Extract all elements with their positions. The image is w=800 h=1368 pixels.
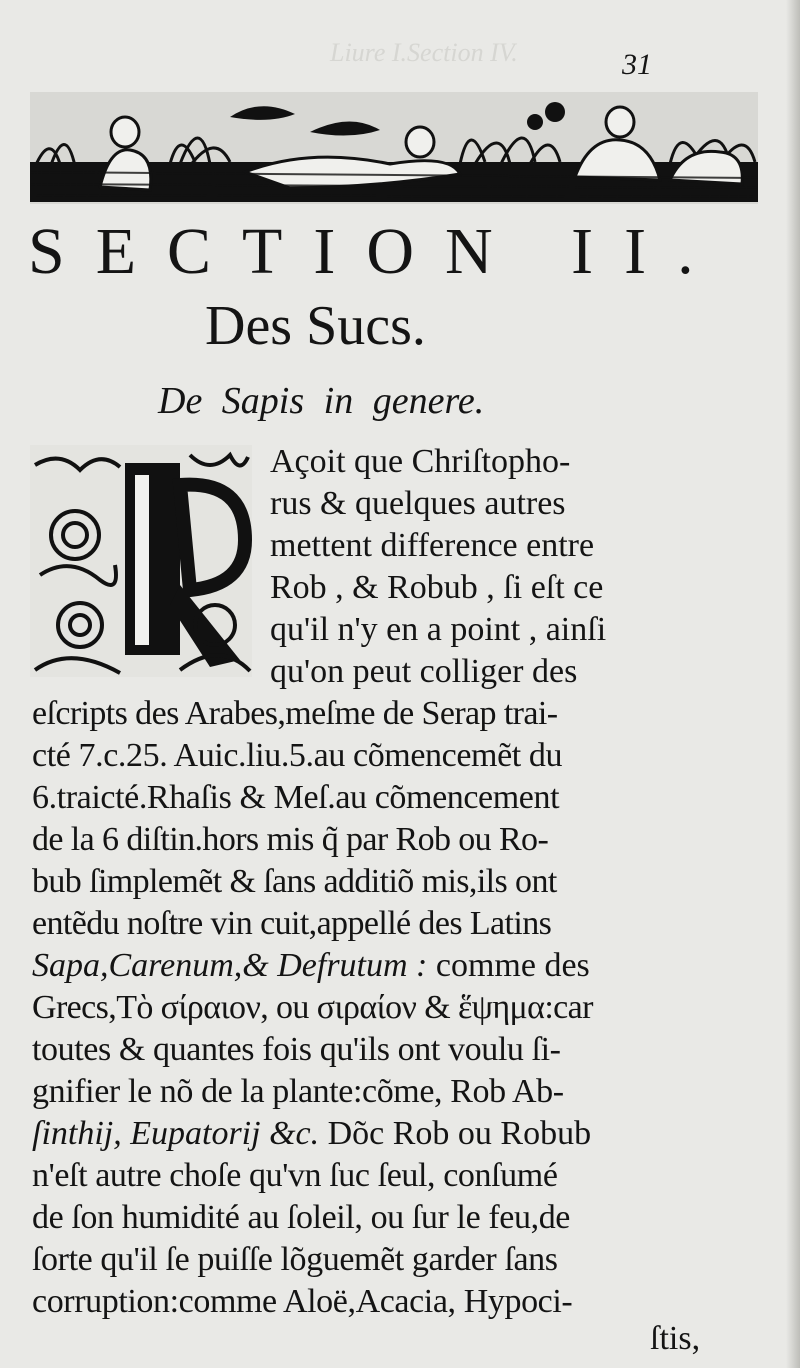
paragraph-line: qu'il n'y en a point , ainſi <box>270 611 607 648</box>
italic-phrase: Sapa,Carenum,& Defrutum : <box>32 947 428 984</box>
paragraph-line: qu'on peut colliger des <box>270 653 578 690</box>
paragraph-line: Açoit que Chriſtopho- <box>270 443 571 480</box>
decorative-dropcap-R-icon <box>30 445 252 677</box>
paragraph-line: bub ſimplemẽt & ſans additiõ mis,ils ont <box>32 863 557 900</box>
paragraph-line: rus & quelques autres <box>270 485 566 522</box>
paragraph-line: ſorte qu'il ſe puiſſe lõguemẽt garder ſans <box>32 1241 558 1278</box>
page-number: 31 <box>622 48 652 81</box>
paragraph-line: 6.traicté.Rhaſis & Meſ.au cõmencement <box>32 779 560 816</box>
paragraph-line-mixed <box>32 1113 591 1155</box>
page-edge-shadow <box>786 0 800 1368</box>
paragraph-line: eſcripts des Arabes,meſme de Serap trai- <box>32 695 558 732</box>
paragraph-line: de ſon humidité au ſoleil, ou ſur le feu,de <box>32 1199 570 1236</box>
paragraph-line: de la 6 diſtin.hors mis q̃ par Rob ou Ro- <box>32 821 549 858</box>
subtitle: Des Sucs. <box>205 295 426 357</box>
paragraph-line: Rob , & Robub , ſi eſt ce <box>270 569 604 606</box>
section-title: SECTION II. <box>28 215 725 288</box>
paragraph-line: n'eſt autre choſe qu'vn ſuc ſeul, conſumé <box>32 1157 558 1194</box>
show-through-text: Liure I.Section IV. <box>330 38 518 67</box>
italic-phrase: ſinthij, Eupatorij &c. <box>32 1115 320 1152</box>
paragraph-line: ſtis, <box>650 1320 701 1357</box>
paragraph-line: Grecs,Τὸ σίραιον, ou σιραίον & ἕψημα:car <box>32 989 593 1026</box>
paragraph-line: corruption:comme Aloë,Acacia, Hypoci- <box>32 1283 573 1320</box>
plain-phrase: comme des <box>427 947 590 984</box>
paragraph-line: gnifier le nõ de la plante:cõme, Rob Ab- <box>32 1073 564 1110</box>
latin-heading: De Sapis in genere. <box>158 380 485 422</box>
paragraph-line: mettent difference entre <box>270 527 595 564</box>
paragraph-line: entẽdu noſtre vin cuit,appellé des Latins <box>32 905 552 942</box>
paragraph-line-mixed <box>32 945 590 987</box>
paragraph-line: cté 7.c.25. Auic.liu.5.au cõmencemẽt du <box>32 737 563 774</box>
paragraph-line: toutes & quantes fois qu'ils ont voulu ſi- <box>32 1031 561 1068</box>
decorative-woodcut-banner <box>30 92 758 204</box>
plain-phrase: Dõc Rob ou Robub <box>319 1115 592 1152</box>
